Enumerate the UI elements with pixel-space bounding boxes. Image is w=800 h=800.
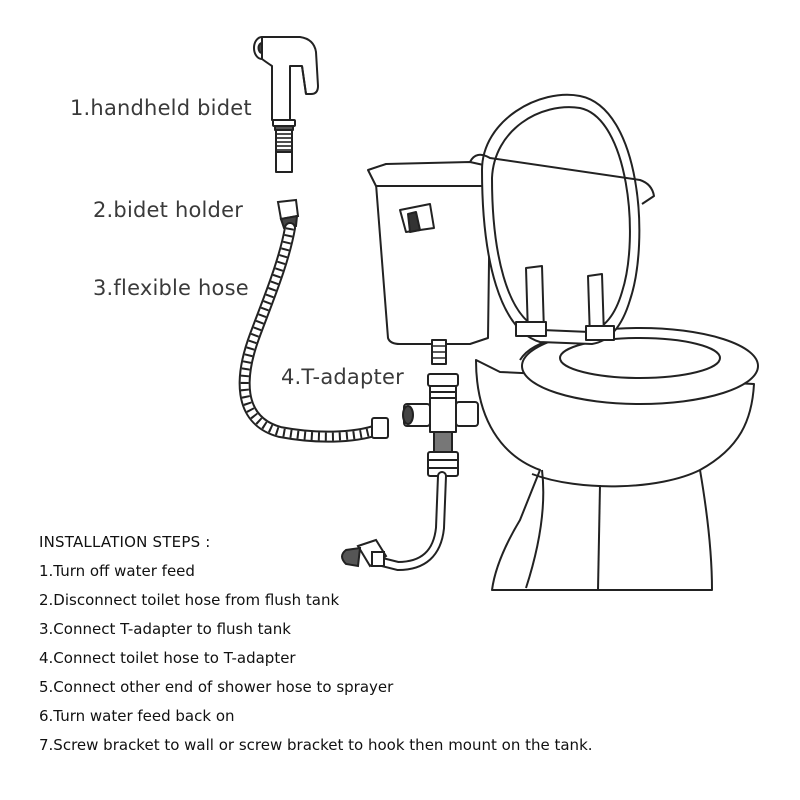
handheld-bidet-icon: [254, 37, 318, 172]
label-bidet-holder: 2.bidet holder: [93, 198, 244, 222]
toilet-icon: [368, 95, 758, 590]
step-item: 1.Turn off water feed: [39, 562, 195, 580]
installation-steps-list: [39, 560, 779, 763]
installation-steps: [39, 531, 779, 763]
step-item: 4.Connect toilet hose to T-adapter: [39, 649, 296, 667]
step-item: 5.Connect other end of shower hose to sprayer: [39, 678, 394, 696]
step-item: 2.Disconnect toilet hose from flush tank: [39, 591, 340, 609]
label-handheld-bidet: 1.handheld bidet: [70, 96, 252, 120]
step-item: 3.Connect T-adapter to flush tank: [39, 620, 291, 638]
label-flexible-hose: 3.flexible hose: [93, 276, 249, 300]
step-item: 7.Screw bracket to wall or screw bracket to hook then mount on the tank.: [39, 736, 593, 754]
installation-steps-title: INSTALLATION STEPS :: [39, 533, 211, 551]
label-t-adapter: 4.T-adapter: [281, 365, 404, 389]
flexible-hose-icon: [245, 228, 388, 438]
t-adapter-icon: [403, 374, 478, 476]
step-item: 6.Turn water feed back on: [39, 707, 235, 725]
